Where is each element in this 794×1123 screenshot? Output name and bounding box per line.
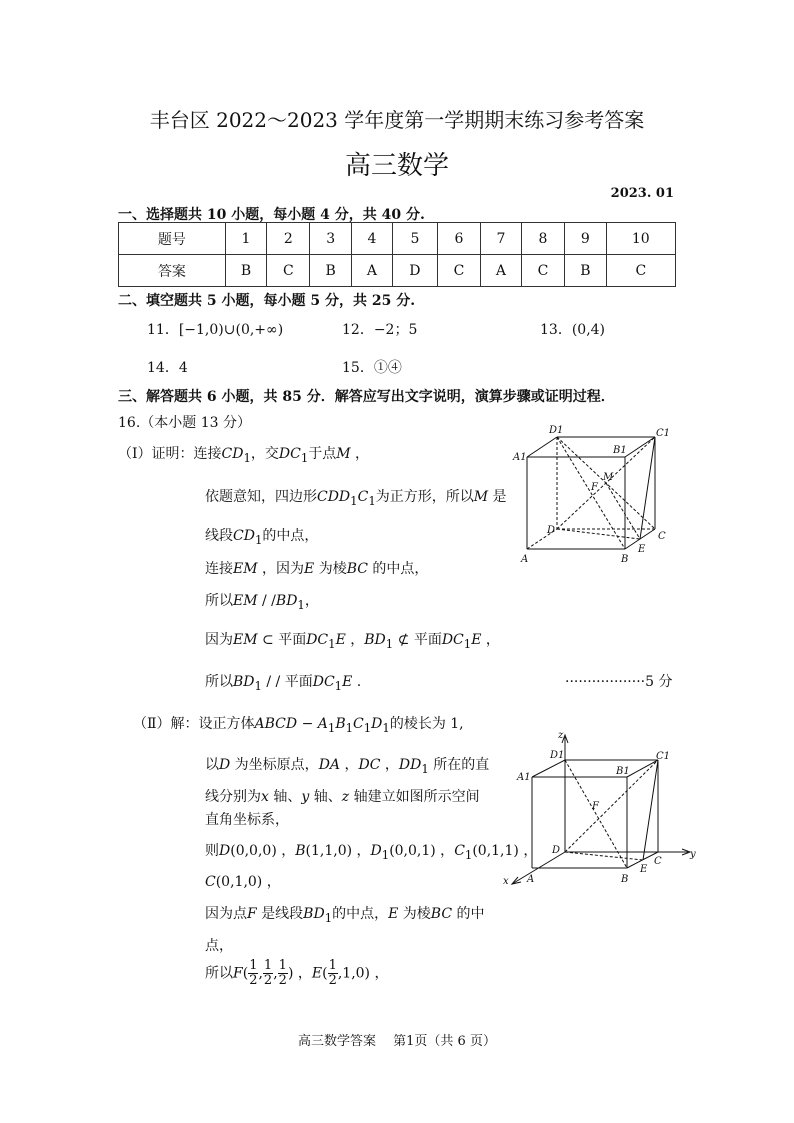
a-cell: C	[437, 255, 480, 287]
fraction: $\frac{1}{2}$	[263, 958, 273, 988]
q16-title: 16.（本小题 13 分）	[118, 415, 251, 431]
question-row	[119, 223, 676, 255]
fraction: $\frac{1}{2}$	[328, 958, 337, 988]
page-title: 丰台区 2022～2023 学年度第一学期期末练习参考答案	[149, 108, 645, 132]
q-cell: 1	[225, 223, 267, 255]
section3-heading: 三、解答题共 6 小题，共 85 分．解答应写出文字说明，演算步骤或证明过程．	[118, 389, 615, 405]
label-z: z	[558, 730, 564, 741]
item-answer: ①④	[373, 360, 402, 376]
part2-label: （Ⅱ）解：	[133, 716, 199, 732]
cube-figure-2	[500, 727, 700, 887]
label-A: A	[527, 874, 535, 885]
label-A1: A1	[517, 772, 531, 783]
fraction: $\frac{1}{2}$	[249, 958, 258, 988]
a-cell: A	[481, 255, 522, 287]
page-footer: 高三数学答案 第1页（共 6 页）	[298, 1034, 496, 1049]
item-number: 11．	[147, 322, 179, 338]
a-cell: D	[392, 255, 437, 287]
item-number: 13．	[540, 322, 572, 338]
part2-line5: 则D(0,0,0) ，B(1,1,0) ，$D_1(0,0,1)$ ，$C_1(0,1,1)$ ，	[205, 843, 538, 862]
a-cell: C	[267, 255, 310, 287]
a-cell: B	[565, 255, 607, 287]
part2-line4: 直角坐标系，	[205, 812, 289, 828]
part2-line2: 以D 为坐标原点，DA ，DC ，$DD_1$ 所在的直	[205, 757, 490, 776]
fill-item-15	[342, 357, 402, 377]
label-B1: B1	[613, 445, 627, 456]
part2-line7: 因为点F 是线段$BD_1$的中点，E 为棱BC 的中	[205, 906, 485, 925]
part2-line9: 所以F( $\frac{1}{2}$ , $\frac{1}{2}$ , $\frac{1}{2}$ ) ，E( $\frac{1}{2}$ ,1,0) ，	[205, 958, 389, 988]
label-B1: B1	[616, 766, 630, 777]
q-cell: 5	[392, 223, 437, 255]
fill-item-11	[147, 319, 283, 339]
label-D1: D1	[550, 750, 565, 761]
label-D: D	[552, 845, 561, 856]
item-answer: [−1,0)∪(0,+∞)	[178, 322, 284, 338]
a-cell: B	[225, 255, 267, 287]
label-E: E	[640, 864, 648, 875]
label-C: C	[658, 531, 666, 542]
fraction: $\frac{1}{2}$	[278, 958, 287, 988]
a-cell: C	[606, 255, 675, 287]
q-cell: 3	[310, 223, 352, 255]
part1-line2: 依题意知，四边形$CDD_1C_1$为正方形，所以M 是	[205, 489, 507, 508]
item-number: 12．	[342, 322, 374, 338]
label-A1: A1	[513, 452, 527, 463]
label-C: C	[654, 856, 662, 867]
label-D: D	[547, 525, 556, 536]
item-answer: 4	[178, 360, 188, 376]
a-cell: A	[351, 255, 392, 287]
cube-figure-1	[505, 422, 690, 567]
q-cell: 7	[481, 223, 522, 255]
fill-item-14	[147, 357, 188, 377]
q-cell: 9	[565, 223, 607, 255]
q-cell: 8	[521, 223, 564, 255]
fill-item-13	[540, 319, 605, 339]
part1-line6: 因为EM ⊂ 平面$DC_1E$ ，$BD_1$ ⊄ 平面$DC_1E$ ，	[205, 632, 500, 651]
exam-date: 2023. 01	[610, 186, 674, 201]
item-answer: −2；5	[373, 322, 418, 338]
row-label-answer: 答案	[119, 255, 226, 287]
q-cell: 6	[437, 223, 480, 255]
subject-title: 高三数学	[344, 151, 449, 181]
row-label-question: 题号	[119, 223, 226, 255]
label-x: x	[503, 876, 509, 887]
part2-line1: （Ⅱ）解：设正方体ABCD − $A_1B_1C_1D_1$的棱长为 1,	[133, 716, 464, 735]
item-number: 14．	[147, 360, 179, 376]
label-C1: C1	[656, 428, 671, 439]
q-cell: 4	[351, 223, 392, 255]
label-B: B	[621, 874, 629, 885]
q-cell: 10	[606, 223, 675, 255]
label-F: F	[591, 482, 598, 493]
a-cell: B	[310, 255, 352, 287]
part2-line3: 线分别为x 轴、y 轴、z 轴建立如图所示空间	[205, 789, 480, 805]
part2-line8: 点，	[205, 938, 233, 954]
item-answer: (0,4)	[571, 322, 606, 338]
answer-row	[119, 255, 676, 287]
a-cell: C	[521, 255, 564, 287]
section2-heading: 二、填空题共 5 小题，每小题 5 分，共 25 分.	[118, 293, 416, 309]
label-D1: D1	[549, 425, 564, 436]
score-marker: ··················5 分	[565, 674, 673, 690]
q-cell: 2	[267, 223, 310, 255]
part1-label: （Ⅰ）证明：	[118, 446, 194, 462]
section1-heading: 一、选择题共 10 小题，每小题 4 分，共 40 分.	[118, 207, 425, 223]
part1-line4: 连接EM ，因为E 为棱BC 的中点，	[205, 561, 429, 577]
part2-line6: C(0,1,0) ，	[205, 874, 281, 890]
part1-line3: 线段$CD_1$的中点，	[205, 528, 319, 547]
item-number: 15．	[342, 360, 374, 376]
part1-line5: 所以EM / $/BD_1$，	[205, 593, 319, 612]
label-A: A	[521, 554, 529, 565]
part1-line1: （Ⅰ）证明：连接$CD_1$，交$DC_1$于点M ，	[118, 446, 370, 465]
label-C1: C1	[656, 751, 671, 762]
label-E: E	[638, 544, 646, 555]
label-F: F	[592, 801, 599, 812]
label-M: M	[603, 472, 614, 483]
answer-table	[118, 222, 676, 287]
label-B: B	[621, 554, 629, 565]
fill-item-12	[342, 319, 417, 339]
label-y: y	[690, 849, 696, 860]
part1-line7: 所以$BD_1$ / / 平面$DC_1E$ .	[205, 674, 362, 693]
